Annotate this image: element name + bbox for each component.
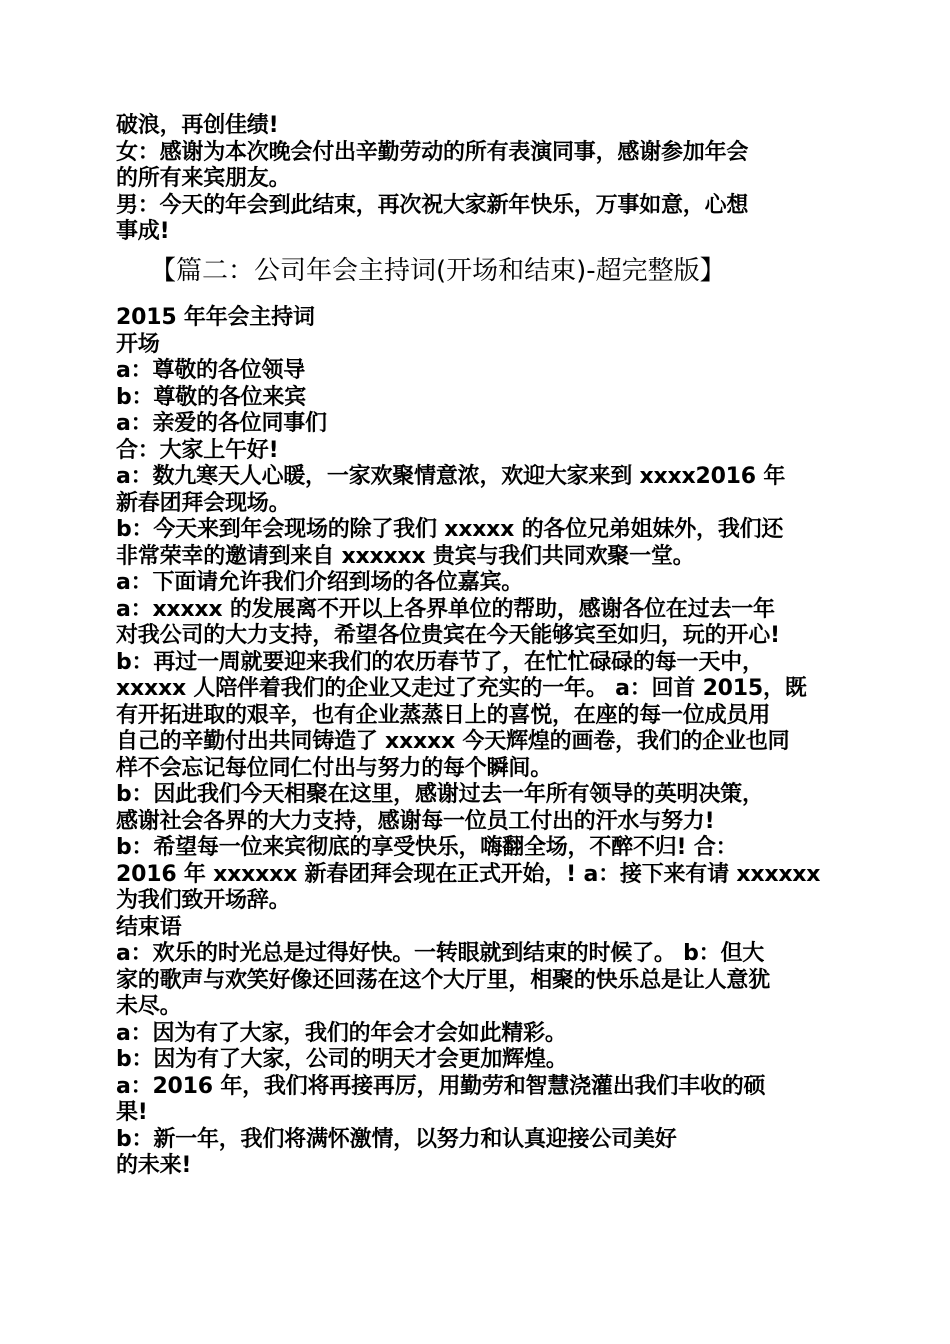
text-line: b：因为有了大家，公司的明天才会更加辉煌。 [116,1047,568,1072]
text-line: b：希望每一位来宾彻底的享受快乐，嗨翻全场，不醉不归! 合： [116,835,738,860]
subheading-opening: 开场 [116,331,160,357]
text-line: b：再过一周就要迎来我们的农历春节了，在忙忙碌碌的每一天中， [116,649,764,675]
text-line: 破浪，再创佳绩! [116,113,279,138]
text-line: 男：今天的年会到此结束，再次祝大家新年快乐，万事如意，心想 [116,192,749,218]
text-line: 事成! [116,219,170,244]
host-script [116,305,846,1180]
text-line: 家的歌声与欢笑好像还回荡在这个大厅里，相聚的快乐总是让人意犹 [116,967,771,993]
text-line: 新春团拜会现场。 [116,490,291,516]
text-line: a：2016 年，我们将再接再厉，用勤劳和智慧浇灌出我们丰收的硕 [116,1073,766,1099]
text-line: 对我公司的大力支持，希望各位贵宾在今天能够宾至如归，玩的开心! [116,623,780,648]
text-line: 为我们致开场辞。 [116,888,291,913]
text-line: b：因此我们今天相聚在这里，感谢过去一年所有领导的英明决策， [116,782,764,807]
text-line: 女：感谢为本次晚会付出辛勤劳动的所有表演同事，感谢参加年会 [116,139,749,165]
text-line: a：数九寒天人心暖，一家欢聚情意浓，欢迎大家来到 xxxx2016 年 [116,464,786,489]
text-line: 有开拓进取的艰辛，也有企业蒸蒸日上的喜悦，在座的每一位成员用 [116,702,771,728]
text-line: 的未来! [116,1153,192,1178]
text-line: 果! [116,1100,148,1125]
text-line: 的所有来宾朋友。 [116,166,291,191]
text-line: xxxxx 人陪伴着我们的企业又走过了充实的一年。 a：回首 2015，既 [116,676,807,701]
text-line: a：亲爱的各位同事们 [116,411,327,436]
text-line: 合：大家上午好! [116,437,279,463]
text-line: a：欢乐的时光总是过得好快。一转眼就到结束的时候了。 b：但大 [116,941,765,966]
text-line: 自己的辛勤付出共同铸造了 xxxxx 今天辉煌的画卷，我们的企业也同 [116,729,790,754]
text-line: 未尽。 [116,994,182,1019]
text-line: a：尊敬的各位领导 [116,358,306,383]
text-line: b：今天来到年会现场的除了我们 xxxxx 的各位兄弟姐妹外，我们还 [116,517,784,542]
text-line: 感谢社会各界的大力支持，感谢每一位员工付出的汗水与努力! [116,808,715,834]
text-line: b：尊敬的各位来宾 [116,384,306,410]
text-line: 2016 年 xxxxxx 新春团拜会现在正式开始，! a：接下来有请 xxxxxx [116,861,821,887]
section-heading: 【篇二：公司年会主持词(开场和结束)-超完整版】 [150,256,726,286]
text-line: a：xxxxx 的发展离不开以上各界单位的帮助，感谢各位在过去一年 [116,596,775,622]
text-line: a：下面请允许我们介绍到场的各位嘉宾。 [116,570,524,595]
intro-paragraph [116,113,846,246]
script-title: 2015 年年会主持词 [116,305,315,330]
text-line: 样不会忘记每位同仁付出与努力的每个瞬间。 [116,755,553,781]
text-line: a：因为有了大家，我们的年会才会如此精彩。 [116,1020,567,1046]
text-line: b：新一年，我们将满怀激情，以努力和认真迎接公司美好 [116,1126,677,1152]
text-line: 非常荣幸的邀请到来自 xxxxxx 贵宾与我们共同欢聚一堂。 [116,543,695,569]
subheading-closing: 结束语 [116,914,182,940]
